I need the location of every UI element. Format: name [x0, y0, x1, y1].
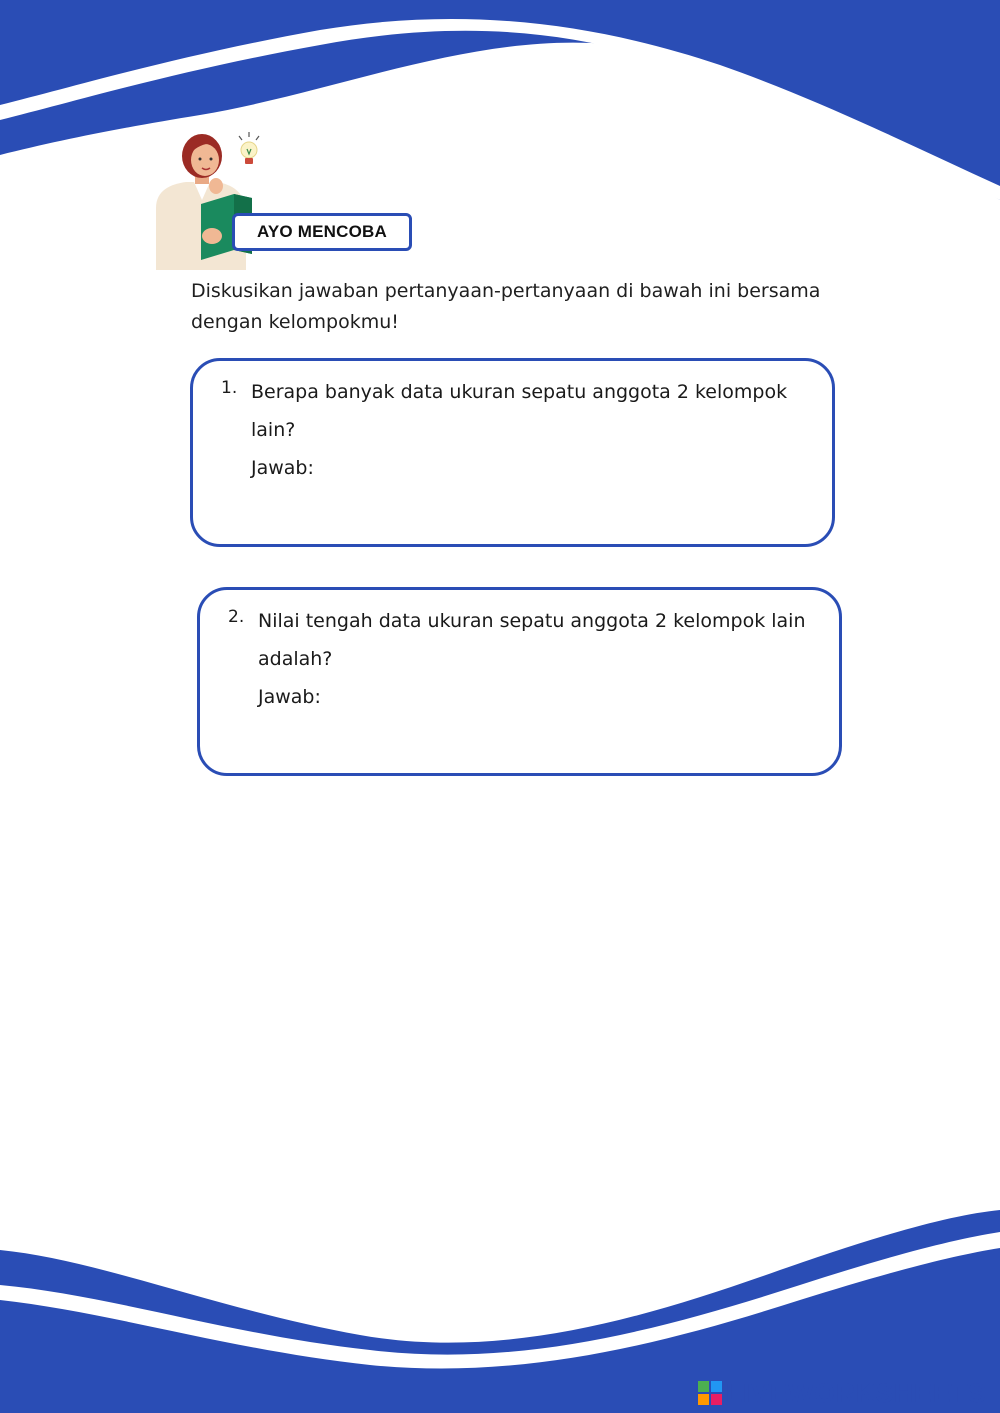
- footer-logo[interactable]: [698, 1378, 987, 1408]
- instruction-text: Diskusikan jawaban pertanyaan-pertanyaan di bawah ini bersama dengan kelompokmu!: [191, 280, 821, 333]
- lightbulb-icon: [234, 130, 264, 170]
- question-box[interactable]: [197, 587, 842, 776]
- liveworksheets-logo-icon: [698, 1381, 722, 1405]
- question-box[interactable]: [190, 358, 835, 547]
- question-number: 1.: [221, 378, 238, 398]
- question-text: Berapa banyak data ukuran sepatu anggota 2 kelompok lain?: [251, 381, 788, 441]
- answer-label: Jawab:: [251, 457, 314, 479]
- brand-name: LIVEWORKSHEETS: [726, 1377, 987, 1408]
- section-title: AYO MENCOBA: [232, 213, 412, 251]
- question-text: Nilai tengah data ukuran sepatu anggota 2 kelompok lain adalah?: [258, 610, 806, 670]
- question-number: 2.: [228, 607, 245, 627]
- answer-label: Jawab:: [258, 686, 321, 708]
